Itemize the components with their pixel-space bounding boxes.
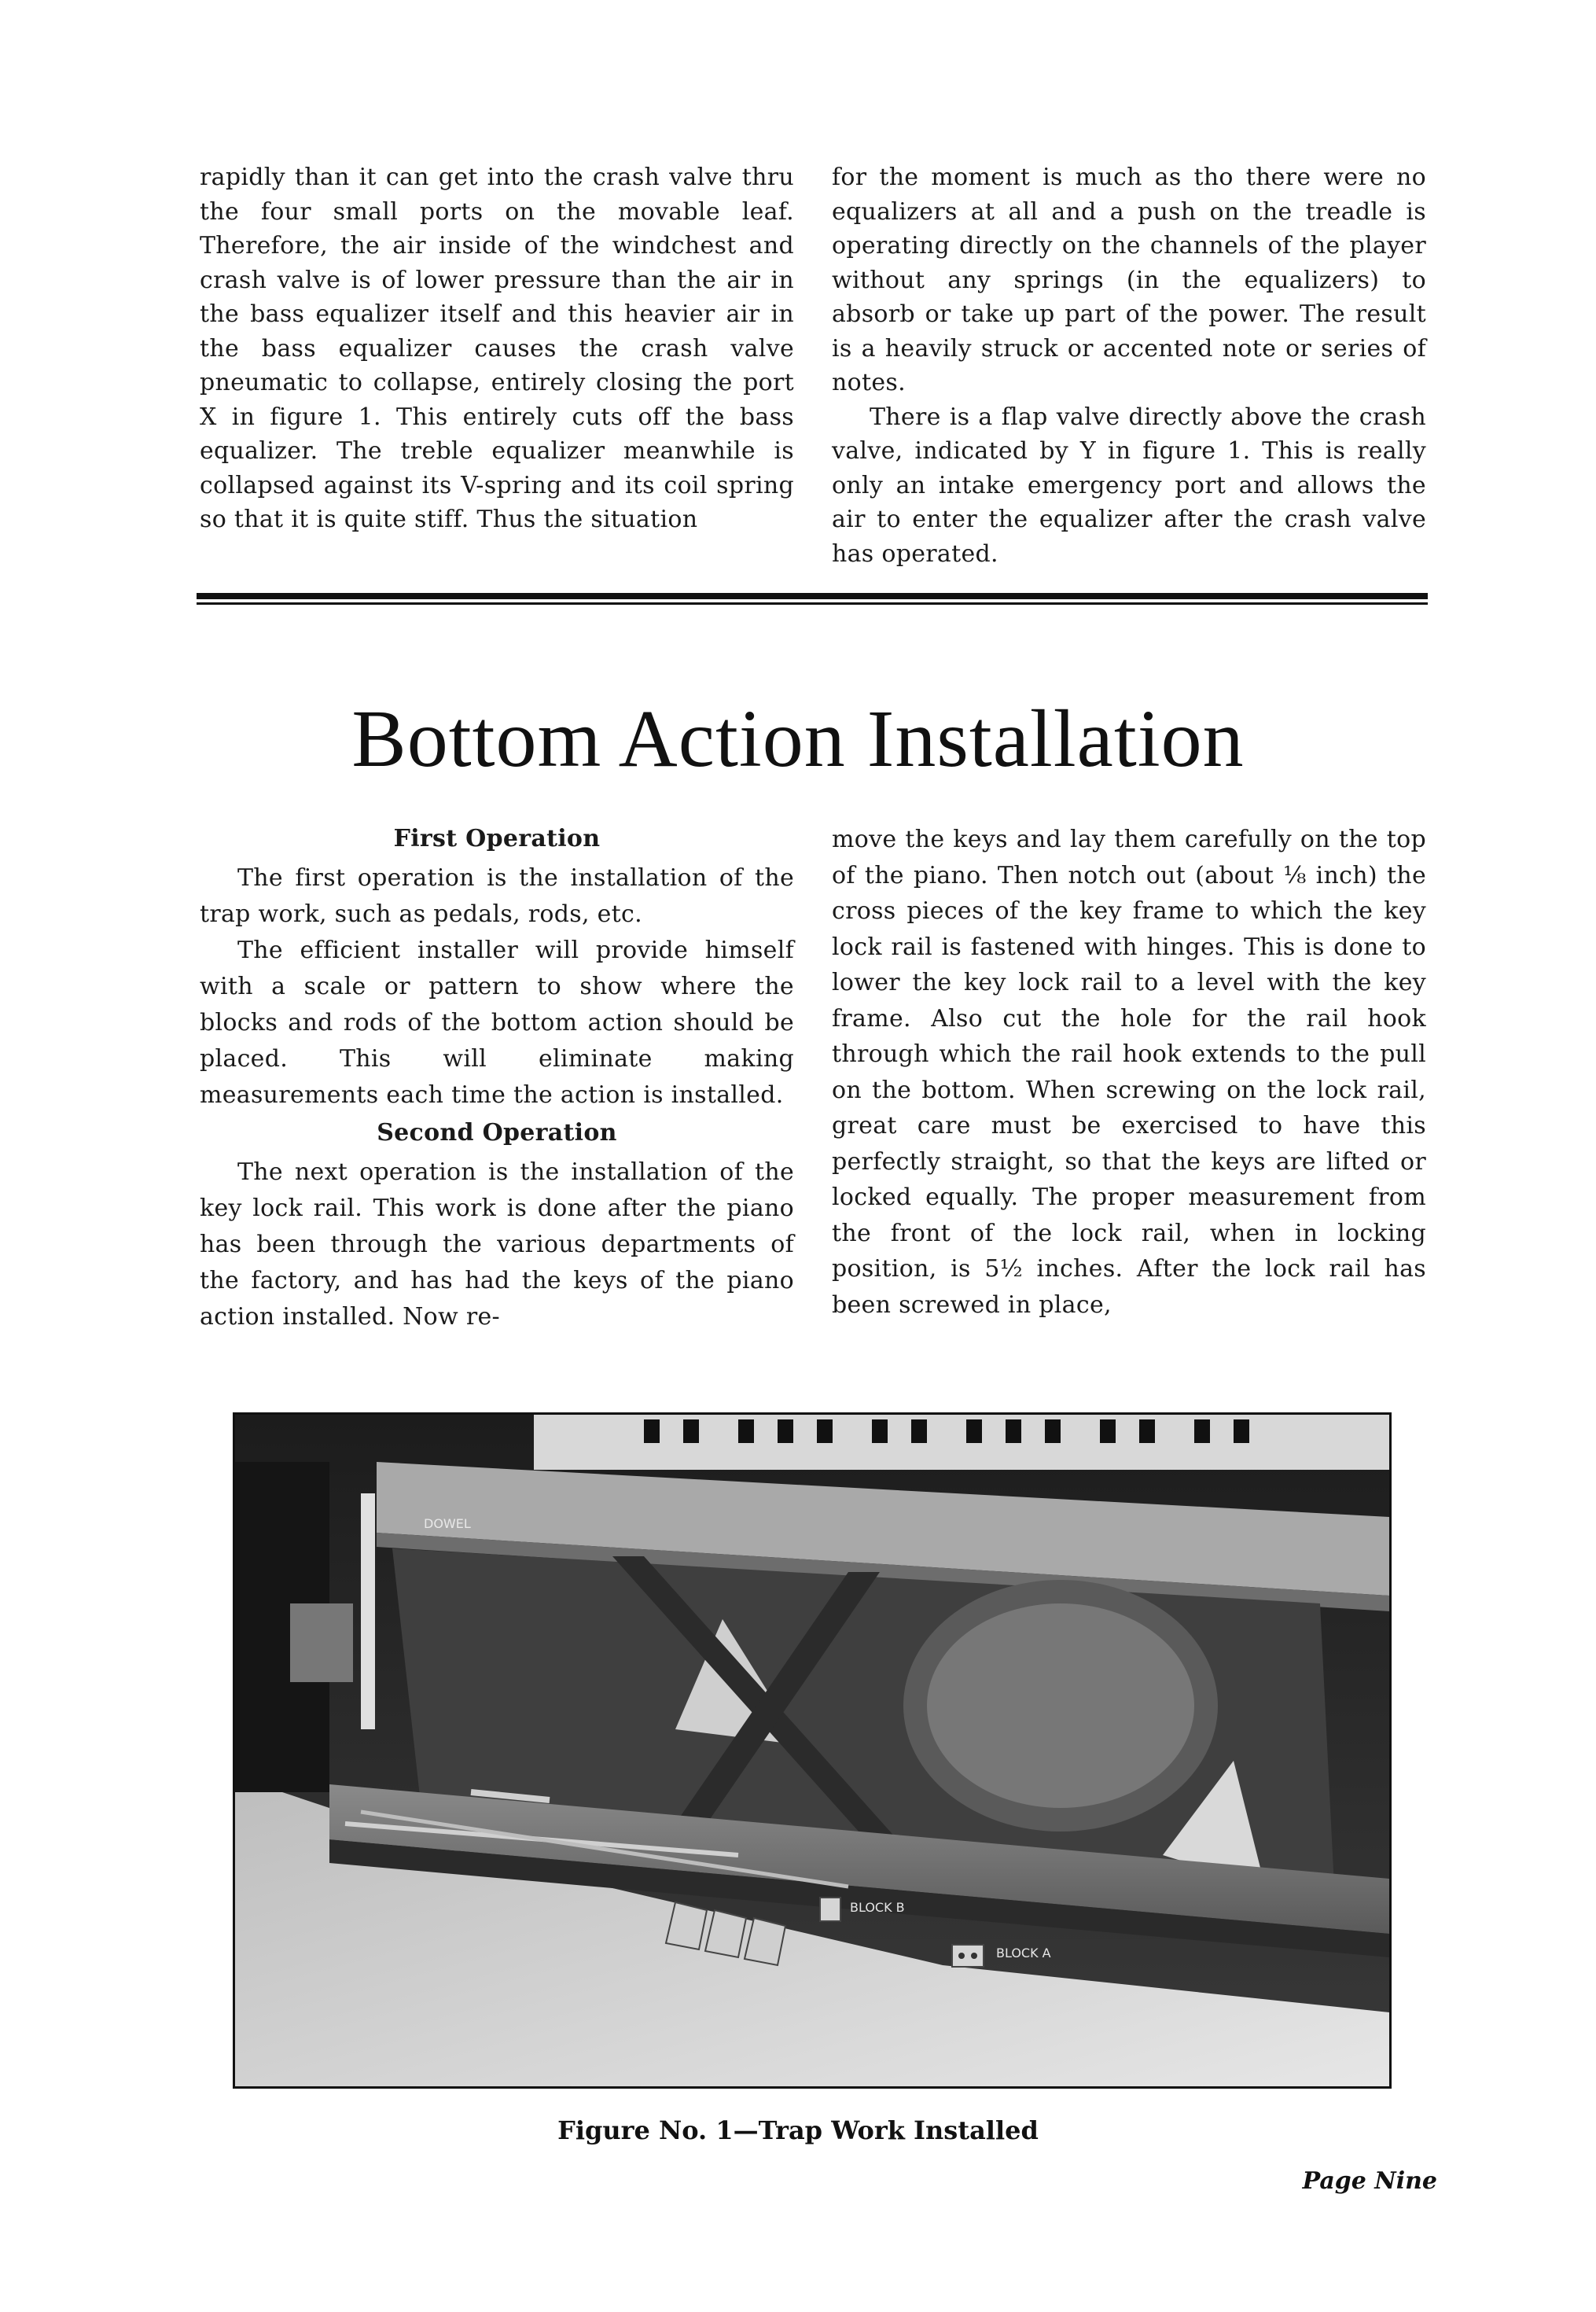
piano-trap-work-photo xyxy=(235,1415,1389,2086)
block-b-label: BLOCK B xyxy=(850,1900,905,1915)
figure-caption: Figure No. 1—Trap Work Installed xyxy=(557,2115,1039,2145)
section-divider-thin xyxy=(197,602,1428,605)
second-operation-continued: move the keys and lay them carefully on the top of the piano. Then notch out (about ⅛ inch) the cross pieces of the key frame to which the key lock rail is fastened with hinges. This is done to lower the key lock rail to a level with the key frame. Also cut the hole for the rail hook through which the rail hook extends to the pull on the bottom. When screwing on the lock rail, great care must be exercised to have this perfectly straight, so that the keys are lifted or locked equally. The proper measurement from the front of the lock rail, when in locking position, is 5½ inches. After the lock rail has been screwed in place, xyxy=(832,826,1426,1319)
second-operation-paragraph: The next operation is the installation of the key lock rail. This work is done after the piano has been through the various departments of the factory, and has had the keys of the piano action installed. Now re- xyxy=(200,1158,794,1331)
first-operation-paragraph-1: The first operation is the installation of the trap work, such as pedals, rods, etc. xyxy=(200,864,794,928)
block-a-label: BLOCK A xyxy=(996,1946,1051,1960)
figure-photo xyxy=(233,1412,1392,2089)
section-divider-thick xyxy=(197,593,1428,599)
first-operation-heading: First Operation xyxy=(393,825,601,852)
section-title: Bottom Action Installation xyxy=(351,694,1245,784)
page-number: Page Nine xyxy=(1302,2167,1437,2195)
first-operation-paragraph-2: The efficient installer will provide himself with a scale or pattern to show where the blocks and rods of the bottom action should be placed. This will eliminate making measurements each time the action is installed. xyxy=(200,937,794,1109)
second-operation-heading: Second Operation xyxy=(377,1119,617,1147)
top-right-paragraph-2: There is a flap valve directly above the crash valve, indicated by Y in figure 1. This is really only an intake emergency port and allows the air to enter the equalizer after the crash valve has operated. xyxy=(832,403,1426,568)
top-left-column xyxy=(200,160,794,537)
top-right-column xyxy=(832,160,1426,571)
bottom-right-column xyxy=(832,822,1426,1323)
top-left-paragraph: rapidly than it can get into the crash valve thru the four small ports on the movable leaf. Therefore, the air inside of the windchest and crash valve is of lower pressure than the air in the bass equalizer itself and this heavier air in the bass equalizer causes the crash valve pneumatic to collapse, entirely closing the port X in figure 1. This entirely cuts off the bass equalizer. The treble equalizer meanwhile is collapsed against its V-spring and its coil spring so that it is quite stiff. Thus the situation xyxy=(200,164,794,533)
top-right-paragraph-1: for the moment is much as tho there were no equalizers at all and a push on the treadle is operating directly on the channels of the player without any springs (in the equalizers) to absorb or take up part of the power. The result is a heavily struck or accented note or series of notes. xyxy=(832,164,1426,396)
bottom-left-column xyxy=(200,819,794,1335)
dowel-label: DOWEL xyxy=(424,1516,471,1531)
